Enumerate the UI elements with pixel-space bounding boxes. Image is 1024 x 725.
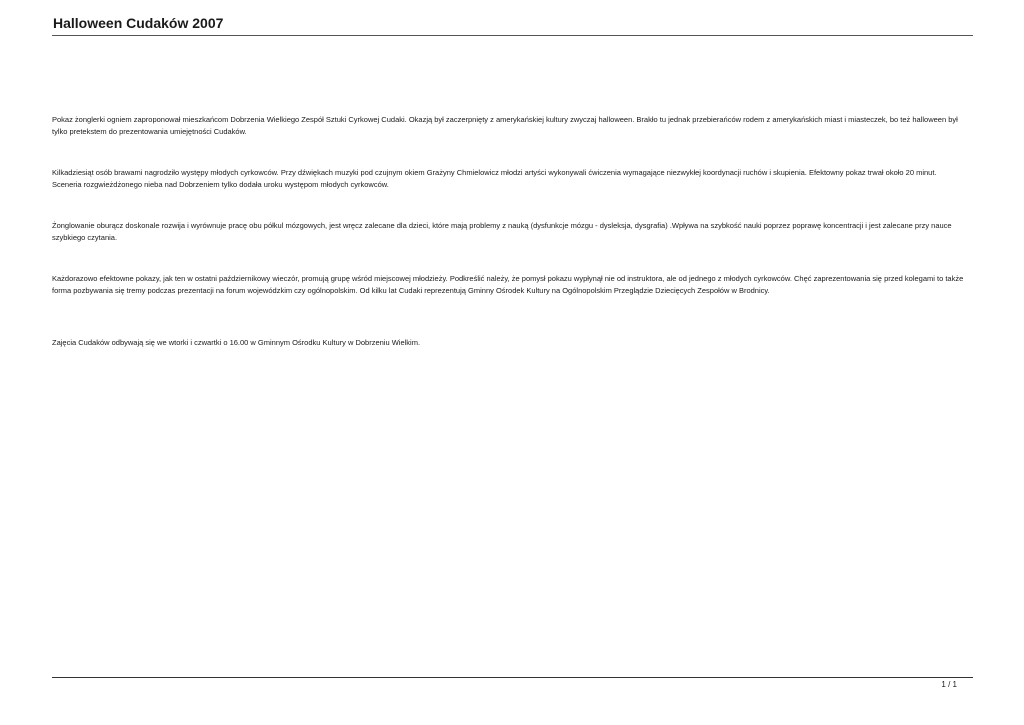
paragraph-audience-applause: Kilkadziesiąt osób brawami nagrodziło występy młodych cyrkowców. Przy dźwiękach muzyki pod czujnym okiem Grażyny Chmielowicz młodzi artyści wykonywali ćwiczenia wymagające niezwykłej koordynacji ruchów i skupienia. Efektowny pokaz trwał około 20 minut. Sceneria rozgwieżdżonego nieba nad Dobrzeniem tylko dodała uroku występom młodych cyrkowców. — [52, 168, 937, 189]
paragraph-class-schedule: Zajęcia Cudaków odbywają się we wtorki i czwartki o 16.00 w Gminnym Ośrodku Kultury w Dobrzeniu Wielkim. — [52, 338, 421, 347]
page-number: 1 / 1 — [941, 680, 957, 689]
title-divider — [52, 35, 973, 36]
paragraph-fire-juggling-show: Pokaz żonglerki ogniem zaproponował mieszkańcom Dobrzenia Wielkiego Zespół Sztuki Cyrkowej Cudaki. Okazją był zaczerpnięty z amerykańskiej kultury zwyczaj halloween. Brakło tu jednak przebierańców rodem z amerykańskich miast i miasteczek, bo też halloween był tylko pretekstem do prezentowania umiejętności Cudaków. — [52, 115, 958, 136]
footer-divider — [52, 677, 973, 678]
paragraph-juggling-benefits: Żonglowanie oburącz doskonale rozwija i wyrównuje pracę obu półkul mózgowych, jest wręcz zalecane dla dzieci, które mają problemy z nauką (dysfunkcje mózgu - dysleksja, dysgrafia) .Wpływa na szybkość nauki poprzez poprawę koncentracji i jest zalecane przy nauce szybkiego czytania. — [52, 221, 952, 242]
paragraph-group-promotion: Każdorazowo efektowne pokazy, jak ten w ostatni październikowy wieczór, promują grupę wśród miejscowej młodzieży. Podkreślić należy, że pomysł pokazu wypłynął nie od instruktora, ale od jednego z młodych cyrkowców. Chęć zaprezentowania się przed kolegami to także forma pozbywania się tremy podczas prezentacji na forum wojewódzkim czy ogólnopolskim. Od kilku lat Cudaki reprezentują Gminny Ośrodek Kultury na Ogólnopolskim Przeglądzie Dziecięcych Zespołów w Brodnicy. — [52, 274, 964, 295]
page-title: Halloween Cudaków 2007 — [53, 15, 224, 31]
